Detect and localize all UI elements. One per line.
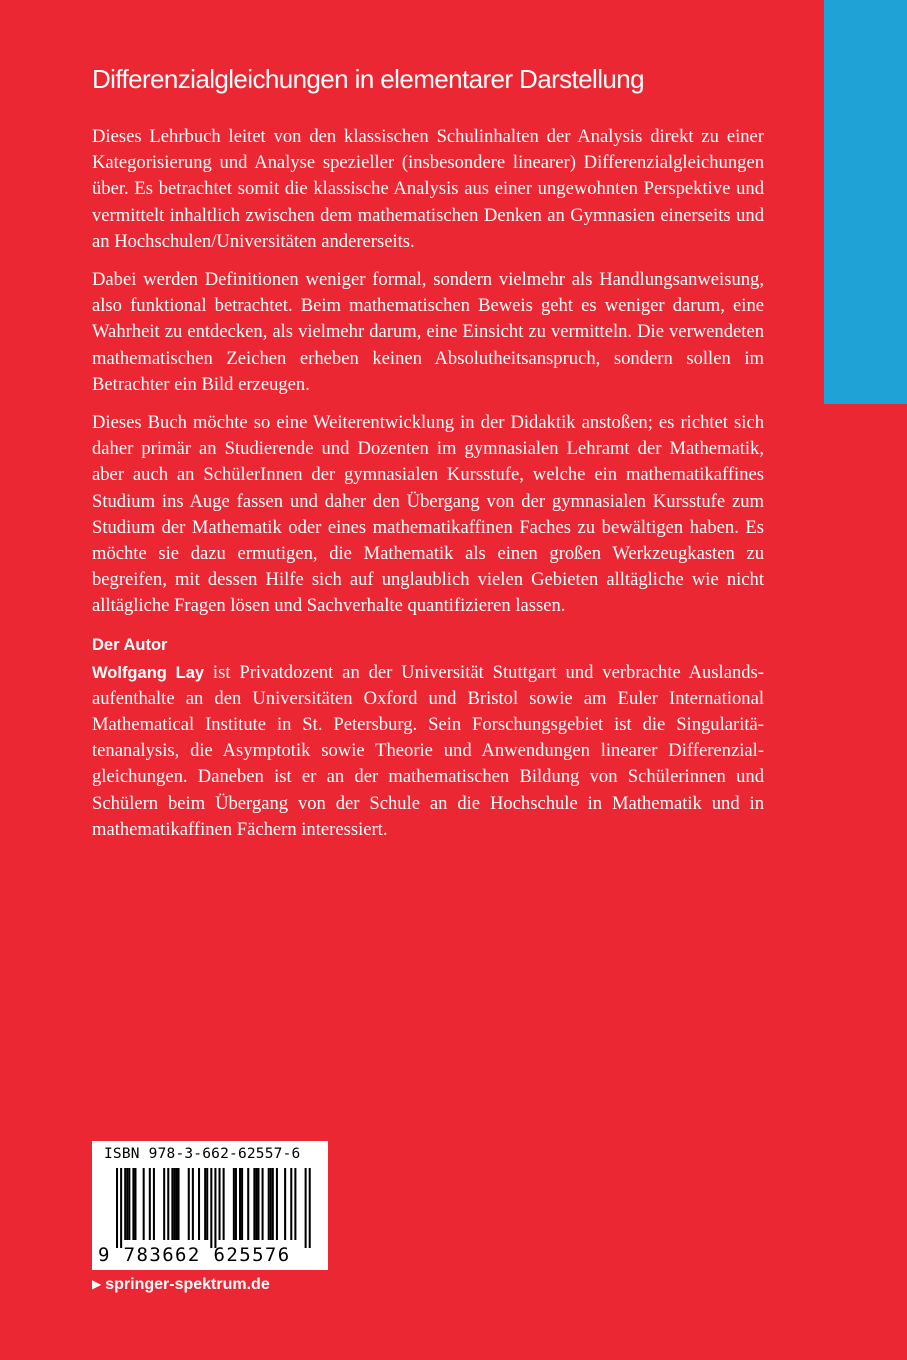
- barcode-bar: [294, 1168, 296, 1240]
- barcode-bar: [163, 1168, 165, 1240]
- barcode-bar: [192, 1168, 194, 1240]
- barcode-bar: [223, 1168, 225, 1240]
- barcode-bar: [134, 1168, 136, 1240]
- barcode-bar: [270, 1168, 272, 1240]
- barcode-bar: [247, 1168, 249, 1240]
- description-paragraph-1: Dieses Lehrbuch leitet von den klassischen Schulinhalten der Analysis direkt zu einer Kategorisierung und Analyse spezieller (insbesondere linearer) Differenzialgleichungen über. Es betrachtet somit die klassische Analysis aus einer ungewohnten Perspektive und vermittelt inhaltlich zwischen dem mathematischen Denken an Gymnasien einerseits und an Hochschulen/Universitäten andererseits.: [92, 126, 764, 252]
- barcode-bar: [171, 1168, 173, 1240]
- barcode-bar: [178, 1168, 180, 1240]
- barcode-bar: [276, 1168, 278, 1240]
- barcode-bar: [132, 1168, 134, 1240]
- back-cover-text: [92, 58, 764, 855]
- description-paragraph-2: Dabei werden Definitionen weniger formal, sondern vielmehr als Handlungsanweisung, also funktional betrachtet. Beim mathematischen Beweis geht es weniger darum, eine Wahrheit zu entdecken, als vielmehr darum, eine Einsicht zu vermitteln. Die verwendeten mathematischen Zeichen erheben keinen Absolutheitsanspruch, sondern sollen im Betrachter ein Bild erzeugen.: [92, 269, 764, 395]
- barcode-bar: [149, 1168, 151, 1240]
- author-heading: Der Autor: [92, 635, 168, 654]
- barcode-bar: [262, 1168, 264, 1240]
- publisher-link[interactable]: [92, 1276, 270, 1294]
- author-bio-text: ist Privatdozent an der Universität Stuttgart und verbrachte Auslandsaufenthalte an den Universitäten Oxford und Bristol sowie am Euler International Mathematical Institute in St. Petersburg. Sein Forschungsgebiet ist die Singularitätenanalysis, die Asymptotik sowie Theorie und Anwendungen linearer Differenzialgleichungen. Daneben ist er an der mathematischen Bildung von Schülerinnen und Schülern beim Übergang von der Schule an die Hochschule in Mathematik und in mathematikaffinen Fächern interessiert.: [92, 661, 764, 840]
- barcode-bar: [124, 1168, 126, 1240]
- author-name: Wolfgang Lay: [92, 663, 205, 682]
- barcode-bar: [188, 1168, 190, 1240]
- barcode-bar: [153, 1168, 155, 1240]
- accent-color-tab: [824, 0, 907, 404]
- barcode-bar: [214, 1168, 216, 1248]
- barcode-bar: [253, 1168, 255, 1240]
- barcode-bar: [167, 1168, 169, 1240]
- ean-digits: 9 783662 625576: [98, 1244, 291, 1266]
- barcode-bar: [210, 1168, 212, 1248]
- barcode-bar: [284, 1168, 286, 1240]
- barcode-bar: [204, 1168, 206, 1240]
- triangle-right-icon: ▶: [92, 1277, 102, 1291]
- isbn-barcode: [92, 1141, 328, 1270]
- barcode-bar: [206, 1168, 208, 1240]
- barcode-bar: [198, 1168, 200, 1240]
- barcode-bar: [290, 1168, 292, 1240]
- barcode-bar: [175, 1168, 177, 1240]
- barcode-bar: [173, 1168, 175, 1240]
- barcode-bar: [309, 1168, 311, 1248]
- barcode-bar: [116, 1168, 118, 1248]
- barcode-bar: [233, 1168, 235, 1240]
- barcode-bar: [235, 1168, 237, 1240]
- description-paragraph-3: Dieses Buch möchte so eine Weiterentwicklung in der Didaktik anstoßen; es richtet sich daher primär an Studierende und Dozenten im gymnasialen Lehramt der Mathematik, aber auch an SchülerInnen der gymnasialen Kursstufe, welche ein mathematikaffines Studium ins Auge fassen und daher den Übergang von der gymnasialen Kursstufe zum Studium der Mathematik oder eines mathematikaffinen Faches zu bewältigen haben. Es möchte sie dazu ermutigen, die Mathematik als einen großen Werkzeugkasten zu begreifen, mit dessen Hilfe sich auf unglaublich vielen Gebieten alltägliche wie nicht alltägliche Fragen lösen und Sachverhalte quantifizieren lassen.: [92, 412, 764, 617]
- author-bio: [92, 660, 764, 843]
- barcode-bar: [268, 1168, 270, 1240]
- barcode-bar: [120, 1168, 122, 1248]
- barcode-bar: [128, 1168, 130, 1240]
- barcode-bar: [143, 1168, 145, 1240]
- barcode-bar: [272, 1168, 274, 1240]
- publisher-url: springer-spektrum.de: [105, 1276, 270, 1293]
- isbn-label: ISBN 978-3-662-62557-6: [104, 1146, 301, 1162]
- barcode-bar: [219, 1168, 221, 1240]
- barcode-bar: [257, 1168, 259, 1240]
- book-title: Differenzialgleichungen in elementarer Darstellung: [92, 64, 644, 94]
- barcode-bar: [255, 1168, 257, 1240]
- barcode-bar: [239, 1168, 241, 1240]
- barcode-bar: [305, 1168, 307, 1248]
- barcode-bar: [241, 1168, 243, 1240]
- barcode-bar: [126, 1168, 128, 1240]
